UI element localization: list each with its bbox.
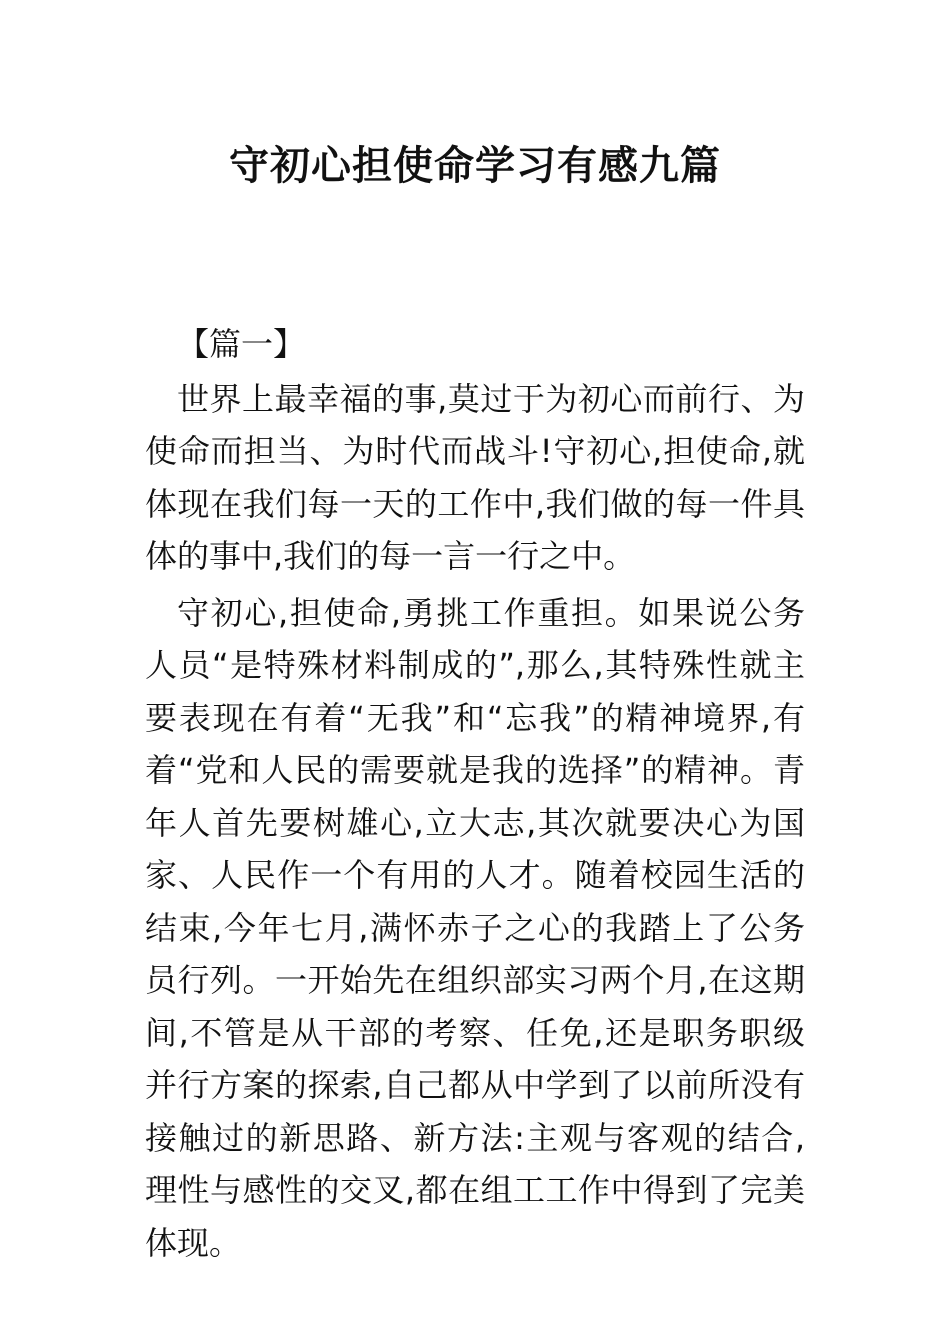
paragraph-1: 世界上最幸福的事,莫过于为初心而前行、为使命而担当、为时代而战斗!守初心,担使命,就体现在我们每一天的工作中,我们做的每一件具体的事中,我们的每一言一行之中。 xyxy=(145,379,805,575)
paragraph-2: 守初心,担使命,勇挑工作重担。如果说公务人员“是特殊材料制成的”,那么,其特殊性就主要表现在有着“无我”和“忘我”的精神境界,有着“党和人民的需要就是我的选择”的精神。青年人首先要树雄心,立大志,其次就要决心为国家、人民作一个有用的人才。随着校园生活的结束,今年七月,满怀赤子之心的我踏上了公务员行列。一开始先在组织部实习两个月,在这期间,不管是从干部的考察、任免,还是职务职级并行方案的探索,自己都从中学到了以前所没有接触过的新思路、新方法:主观与客观的结合,理性与感性的交叉,都在组工工作中得到了完美体现。 xyxy=(145,593,805,1262)
section-label: 【篇一】 xyxy=(177,325,306,363)
document-body xyxy=(145,318,805,1269)
document-title: 守初心担使命学习有感九篇 xyxy=(229,143,721,189)
